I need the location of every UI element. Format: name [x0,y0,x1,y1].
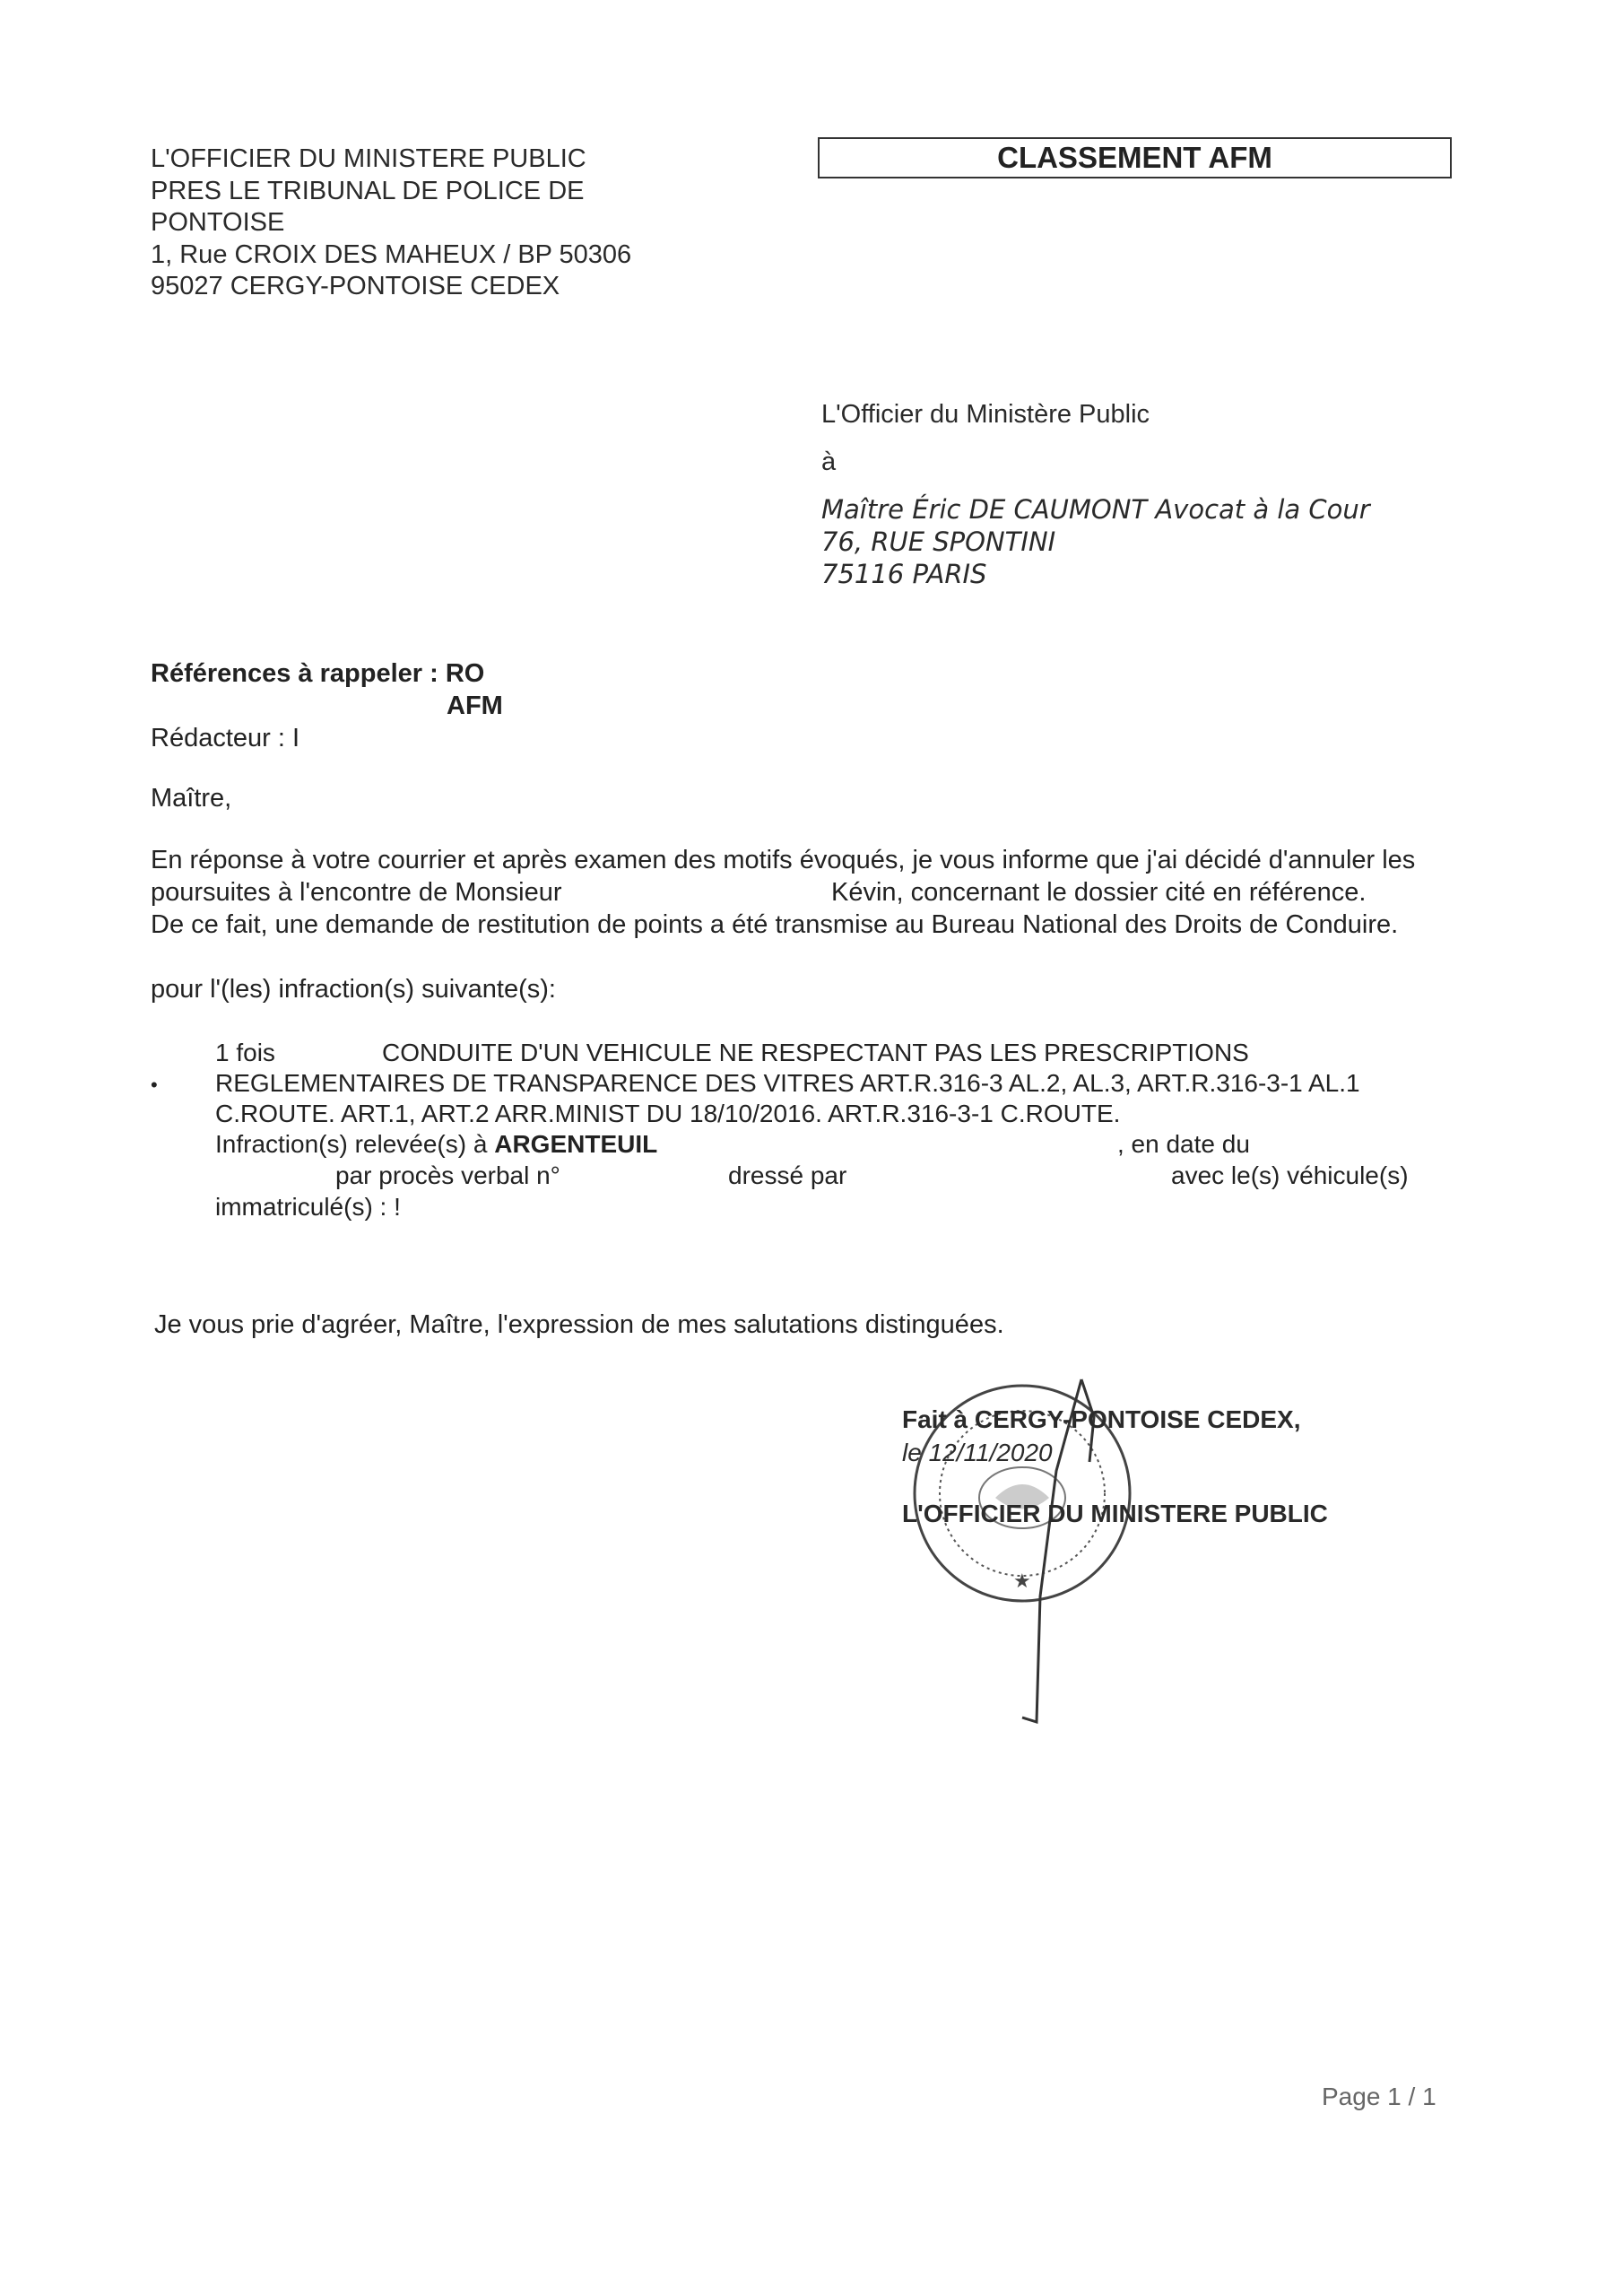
infraction-dresse: dressé par [728,1161,847,1189]
redacteur: Rédacteur : I [151,724,300,752]
signature-place: Fait à CERGY-PONTOISE CEDEX, [902,1405,1301,1433]
recipient-address [821,493,1370,590]
signature-date: le 12/11/2020 [902,1439,1053,1466]
infraction-line: CONDUITE D'UN VEHICULE NE RESPECTANT PAS LES PRESCRIPTIONS [382,1039,1249,1066]
paragraph-line: Kévin, concernant le dossier cité en référence. [831,878,1367,907]
releve-city: ARGENTEUIL [494,1130,658,1158]
sender-line: L'OFFICIER DU MINISTERE PUBLIC [151,144,586,173]
paragraph-line: De ce fait, une demande de restitution de points a été transmise au Bureau National des Droits de Conduire. [151,910,1399,939]
infraction-vehicules: avec le(s) véhicule(s) [1171,1161,1409,1189]
page-number: Page 1 / 1 [1322,2083,1436,2110]
sender-line: PRES LE TRIBUNAL DE POLICE DE [151,176,585,205]
classement-box [818,137,1452,178]
bullet-icon: • [151,1074,158,1096]
infraction-releve [215,1128,657,1160]
infraction-line: REGLEMENTAIRES DE TRANSPARENCE DES VITRES ART.R.316-3 AL.2, AL.3, ART.R.316-3-1 AL.1 [215,1069,1360,1097]
sender-line: 95027 CERGY-PONTOISE CEDEX [151,272,560,300]
references-block [151,657,503,754]
svg-text:★: ★ [1013,1570,1031,1593]
address-line: Maître Éric DE CAUMONT Avocat à la Cour [821,494,1370,525]
infraction-immatricule: immatriculé(s) : ! [215,1193,401,1221]
recipient-from: L'Officier du Ministère Public [821,400,1150,429]
sender-line: 1, Rue CROIX DES MAHEUX / BP 50306 [151,239,632,269]
recipient-to-word: à [821,448,837,476]
salutation: Maître, [151,784,232,813]
recipient-block [821,400,1150,477]
classement-label: CLASSEMENT AFM [997,141,1272,174]
infraction-date: , en date du [1117,1130,1250,1158]
releve-prefix: Infraction(s) relevée(s) à [215,1130,488,1158]
infraction-line: C.ROUTE. ART.1, ART.2 ARR.MINIST DU 18/10/2016. ART.R.316-3-1 C.ROUTE. [215,1100,1121,1127]
address-line: 76, RUE SPONTINI [821,526,1056,557]
sender-address [151,144,631,303]
infraction-pv: par procès verbal n° [335,1161,560,1189]
signature-title: L'OFFICIER DU MINISTERE PUBLIC [902,1500,1328,1527]
infractions-intro: pour l'(les) infraction(s) suivante(s): [151,975,556,1004]
infraction-count: 1 fois [215,1039,275,1066]
references-label: Références à rappeler : RO [151,659,485,688]
paragraph-line: poursuites à l'encontre de Monsieur [151,878,562,907]
paragraph-line: En réponse à votre courrier et après examen des motifs évoqués, je vous informe que j'ai décidé d'annuler les [151,846,1416,874]
closing: Je vous prie d'agréer, Maître, l'expression de mes salutations distinguées. [154,1310,1004,1339]
sender-line: PONTOISE [151,208,285,237]
address-line: 75116 PARIS [821,559,987,589]
references-afm: AFM [447,691,503,720]
